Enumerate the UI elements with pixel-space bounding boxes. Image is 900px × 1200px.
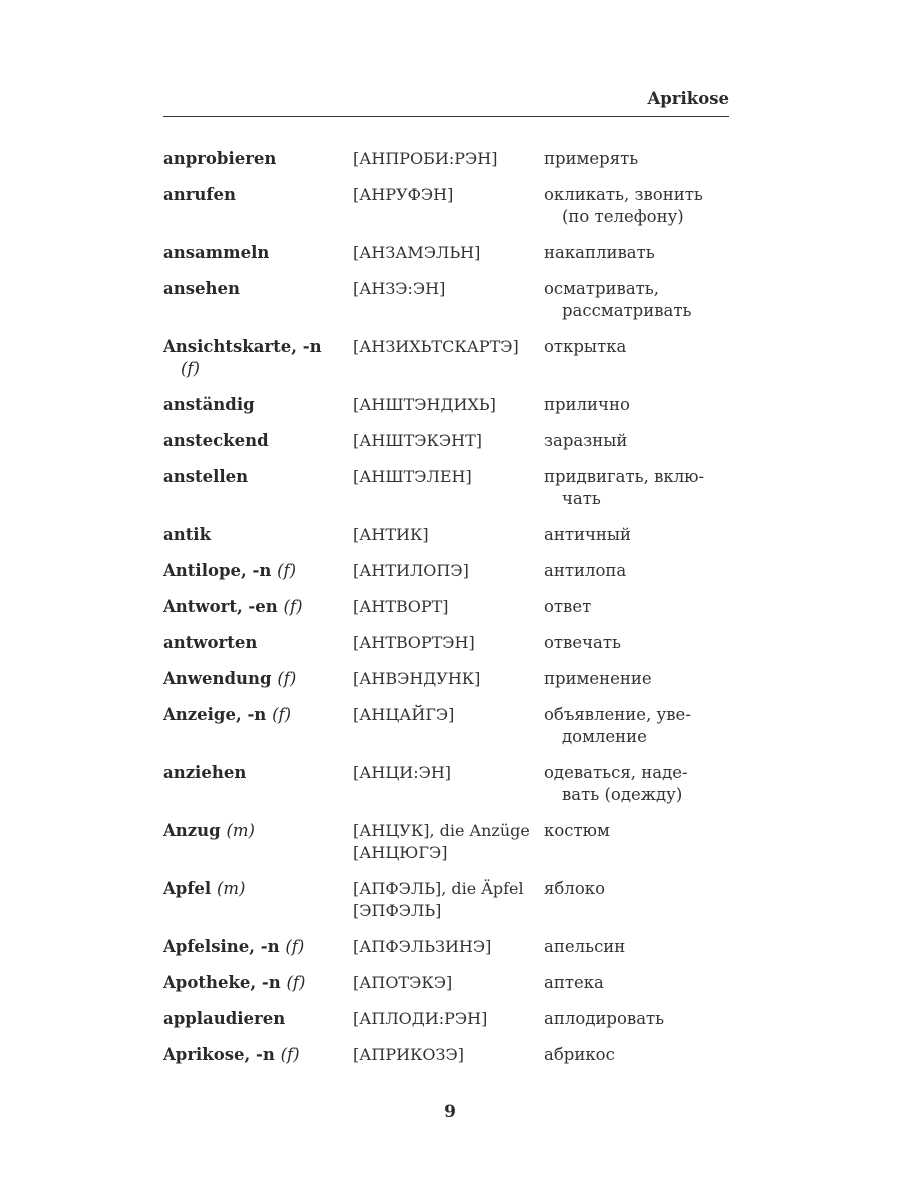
headword: Anwendung (f): [163, 669, 297, 688]
pronunciation: [АПФЭЛЬЗИНЭ]: [353, 937, 492, 956]
entry-row: [163, 820, 743, 878]
translation: отвечать: [544, 633, 621, 652]
translation: открытка: [544, 337, 627, 356]
entry-row: [163, 1044, 743, 1080]
headword: antworten: [163, 633, 258, 652]
headword: ansammeln: [163, 243, 270, 262]
entry-row: [163, 184, 743, 242]
headword: Apotheke, -n (f): [163, 973, 306, 992]
gender-marker: (f): [272, 705, 292, 724]
pronunciation: [АНЗАМЭЛЬН]: [353, 243, 481, 262]
gender-marker: (m): [226, 821, 255, 840]
gender-marker: (m): [216, 879, 246, 898]
gender-marker: (f): [286, 973, 306, 992]
headword: applaudieren: [163, 1009, 286, 1028]
headword: ansteckend: [163, 431, 269, 450]
translation: аплодировать: [544, 1009, 665, 1028]
pronunciation: [АНЗИХЬТСКАРТЭ]: [353, 337, 519, 356]
entry-row: [163, 466, 743, 524]
pronunciation: [АПРИКОЗЭ]: [353, 1045, 464, 1064]
entry-row: [163, 524, 743, 560]
headword: Antwort, -en (f): [163, 597, 303, 616]
translation: прилично: [544, 395, 630, 414]
pronunciation: [АНТИК]: [353, 525, 429, 544]
translation: ответ: [544, 597, 592, 616]
translation: костюм: [544, 821, 610, 840]
translation: применение: [544, 669, 652, 688]
pronunciation: [АНРУФЭН]: [353, 185, 454, 204]
pronunciation: [АНЦУК], die Anzüge [АНЦЮГЭ]: [353, 821, 530, 862]
entry-row: [163, 936, 743, 972]
entry-list: [163, 148, 743, 1080]
pronunciation: [АНЗЭ:ЭН]: [353, 279, 446, 298]
translation: аптека: [544, 973, 604, 992]
entry-row: [163, 242, 743, 278]
pronunciation: [АНШТЭЛЕН]: [353, 467, 472, 486]
entry-row: [163, 1008, 743, 1044]
page-number: 9: [444, 1102, 456, 1122]
translation: накапливать: [544, 243, 655, 262]
headword: ansehen: [163, 279, 240, 298]
headword: Antilope, -n (f): [163, 561, 297, 580]
translation: придвигать, вклю- чать: [544, 467, 705, 508]
translation: античный: [544, 525, 631, 544]
headword: anständig: [163, 395, 255, 414]
translation: заразный: [544, 431, 628, 450]
headword: Aprikose, -n (f): [163, 1045, 300, 1064]
headword: Ansichtskarte, -n (f): [163, 337, 322, 378]
gender-marker: (f): [283, 597, 303, 616]
headword: anstellen: [163, 467, 249, 486]
entry-row: [163, 972, 743, 1008]
pronunciation: [АНЦИ:ЭН]: [353, 763, 452, 782]
entry-row: [163, 704, 743, 762]
translation: яблоко: [544, 879, 606, 898]
pronunciation: [АНТВОРТ]: [353, 597, 449, 616]
translation: осматривать, рассматривать: [544, 279, 692, 320]
pronunciation: [АНТВОРТЭН]: [353, 633, 475, 652]
headword: Apfel (m): [163, 879, 246, 898]
pronunciation: [АПОТЭКЭ]: [353, 973, 453, 992]
pronunciation: [АНШТЭКЭНТ]: [353, 431, 482, 450]
entry-row: [163, 148, 743, 184]
pronunciation: [АНВЭНДУНК]: [353, 669, 481, 688]
entry-row: [163, 430, 743, 466]
pronunciation: [АНЦАЙГЭ]: [353, 705, 455, 724]
headword: anprobieren: [163, 149, 277, 168]
gender-marker: (f): [277, 561, 297, 580]
pronunciation: [АНТИЛОПЭ]: [353, 561, 469, 580]
headword: Anzeige, -n (f): [163, 705, 292, 724]
entry-row: [163, 336, 743, 394]
entry-row: [163, 278, 743, 336]
running-head-text: Aprikose: [647, 89, 729, 108]
entry-row: [163, 762, 743, 820]
pronunciation: [АНПРОБИ:РЭН]: [353, 149, 498, 168]
entry-row: [163, 394, 743, 430]
pronunciation: [АПЛОДИ:РЭН]: [353, 1009, 488, 1028]
headword: Anzug (m): [163, 821, 255, 840]
pronunciation: [АНШТЭНДИХЬ]: [353, 395, 496, 414]
translation: одеваться, наде- вать (одежду): [544, 763, 688, 804]
pronunciation: [АПФЭЛЬ], die Äpfel [ЭПФЭЛЬ]: [353, 879, 524, 920]
translation: апельсин: [544, 937, 626, 956]
entry-row: [163, 596, 743, 632]
gender-marker: (f): [181, 359, 200, 378]
entry-row: [163, 632, 743, 668]
headword: anrufen: [163, 185, 236, 204]
gender-marker: (f): [285, 937, 305, 956]
gender-marker: (f): [277, 669, 297, 688]
running-head: [163, 86, 729, 117]
translation: абрикос: [544, 1045, 615, 1064]
entry-row: [163, 668, 743, 704]
headword: anziehen: [163, 763, 247, 782]
headword: Apfelsine, -n (f): [163, 937, 305, 956]
entry-row: [163, 560, 743, 596]
translation: примерять: [544, 149, 639, 168]
gender-marker: (f): [280, 1045, 300, 1064]
headword: antik: [163, 525, 212, 544]
translation: антилопа: [544, 561, 627, 580]
translation: объявление, уве- домление: [544, 705, 691, 746]
entry-row: [163, 878, 743, 936]
translation: окликать, звонить (по телефону): [544, 185, 703, 226]
